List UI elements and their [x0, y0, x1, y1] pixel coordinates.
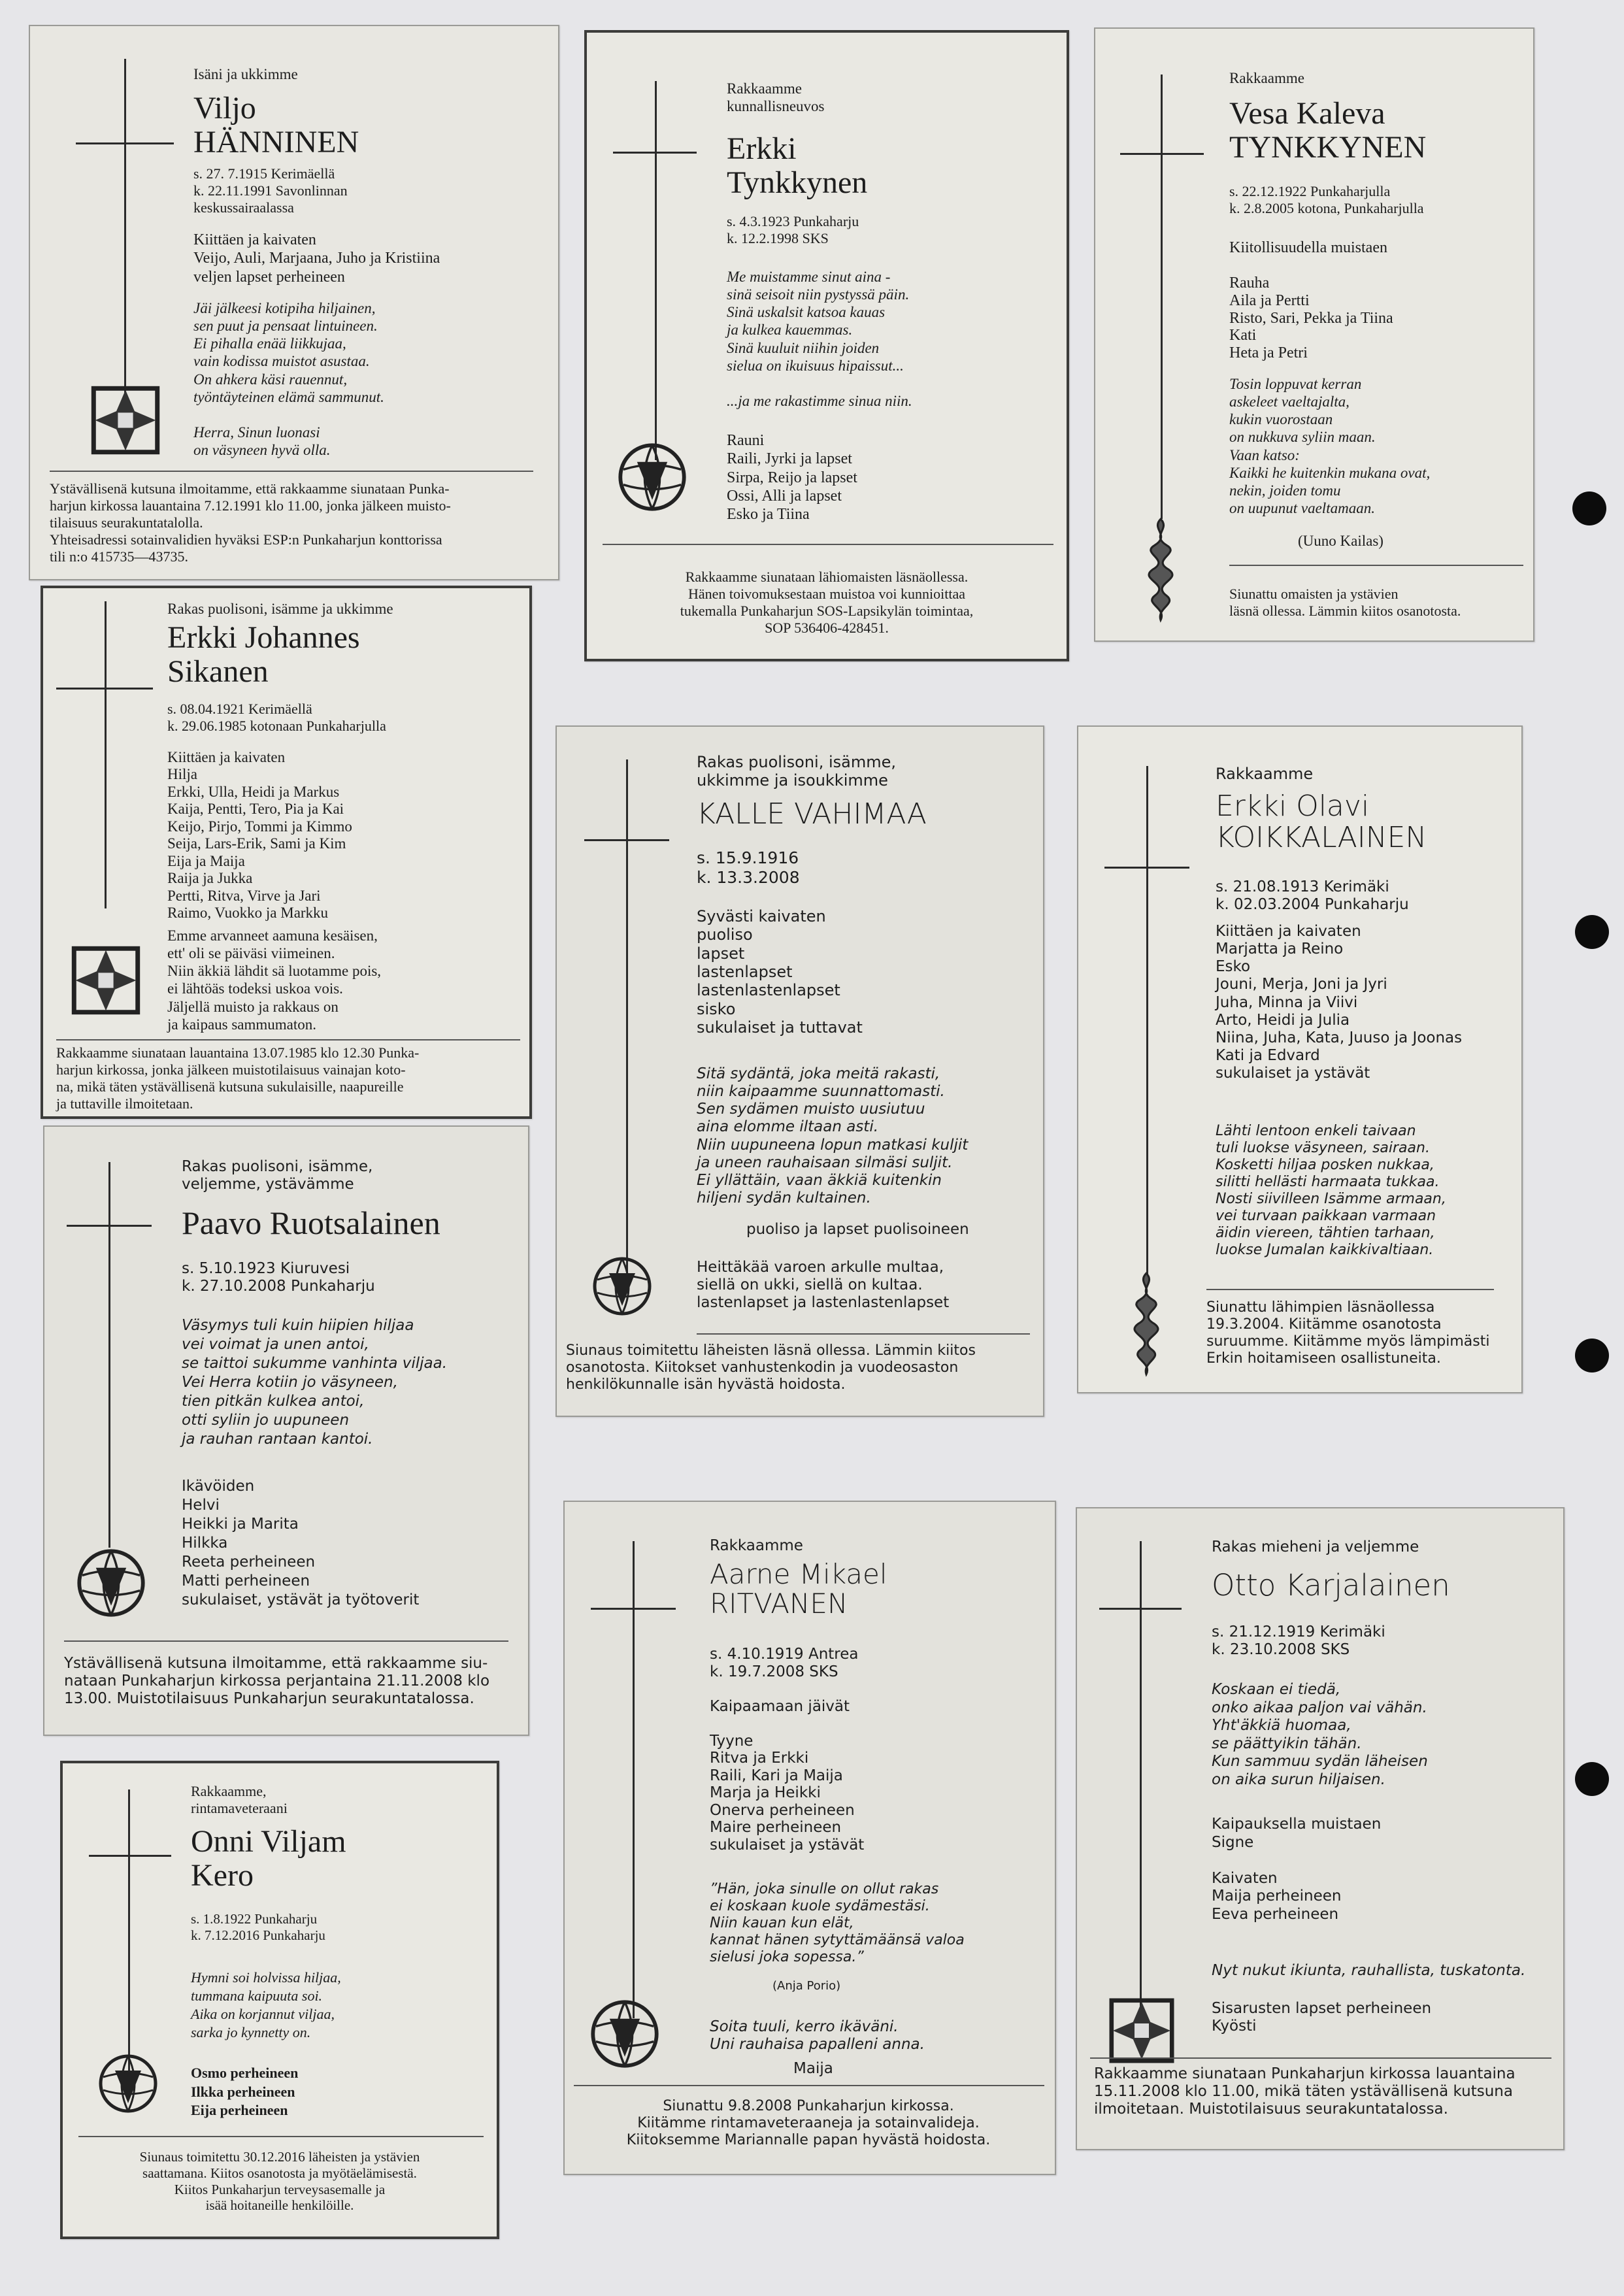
obituary-paavo-ruotsalainen — [43, 1125, 529, 1736]
punch-hole — [1575, 1762, 1609, 1796]
obituary-kalle-vahimaa — [555, 725, 1044, 1417]
funeral-notice: Ystävällisenä kutsuna ilmoitamme, että rakkaamme siu- nataan Punkaharjun kirkossa perjantaina 21.11.2008 klo 13.00. Muistotilaisuus Punkaharjun seurakuntatalossa. — [64, 1655, 490, 1708]
divider — [78, 2136, 484, 2137]
verse-signature: puoliso ja lapset puolisoineen — [746, 1221, 969, 1238]
funeral-notice: Siunattu omaisten ja ystävien läsnä ollessa. Lämmin kiitos osanotosta. — [1229, 586, 1461, 619]
verse-author: (Anja Porio) — [772, 1979, 841, 1993]
mourners-list: Kaipauksella muistaen Signe Kaivaten Maija perheineen Eeva perheineen — [1212, 1816, 1382, 1923]
birth-death-dates: s. 1.8.1922 Punkaharju k. 7.12.2016 Punkaharju — [191, 1911, 325, 1943]
cross-emblem-icon — [88, 382, 163, 461]
intro-line: Rakas puolisoni, isämme ja ukkimme — [167, 601, 393, 617]
deceased-name: KALLE VAHIMAA — [697, 797, 927, 831]
cross-emblem-icon — [68, 942, 144, 1022]
intro-line: Rakas puolisoni, isämme, veljemme, ystävämme — [182, 1158, 373, 1193]
obituary-erkki-koikkalainen — [1077, 725, 1523, 1393]
mourners-list: Rauni Raili, Jyrki ja lapset Sirpa, Reijo ja lapset Ossi, Alli ja lapset Esko ja Tiina — [727, 432, 857, 524]
funeral-notice: Siunattu 9.8.2008 Punkaharjun kirkossa. Kiitämme rintamaveteraaneja ja sotainvalideja. Kiitoksemme Mariannalle papan hyvästä hoidosta. — [626, 2098, 991, 2148]
divider — [56, 1039, 520, 1040]
oak-leaf-icon — [1115, 1269, 1178, 1384]
birth-death-dates: s. 15.9.1916 k. 13.3.2008 — [697, 848, 800, 887]
memorial-verse: Väsymys tuli kuin hiipien hiljaa vei voimat ja unen antoi, se taittoi sukumme vanhinta viljaa. Vei Herra kotiin jo väsyneen, tien pitkän kulkea antoi, otti syliin jo uupuneen ja rauhan rantaan kantoi. — [182, 1317, 448, 1448]
birth-death-dates: s. 21.12.1919 Kerimäki k. 23.10.2008 SKS — [1212, 1623, 1385, 1659]
intro-line: Isäni ja ukkimme — [193, 66, 298, 82]
memorial-verse: Koskaan ei tiedä, onko aikaa paljon vai vähän. Yht'äkkiä huomaa, se päättyikin tähän. Kun sammuu sydän läheisen on aika surun hiljaisen. — [1212, 1681, 1428, 1788]
punch-hole — [1575, 1339, 1609, 1373]
funeral-notice: Siunaus toimitettu 30.12.2016 läheisten ja ystävien saattamana. Kiitos osanotosta ja myötäelämisestä. Kiitos Punkaharjun terveysasemalle ja isää hoitaneille henkilöille. — [139, 2149, 420, 2214]
mourners-list: Kaipaamaan jäivät Tyyne Ritva ja Erkki Raili, Kari ja Maija Marja ja Heikki Onerva perheineen Maire perheineen sukulaiset ja ystävät — [710, 1698, 865, 1854]
punch-hole — [1572, 491, 1606, 525]
memorial-verse: Tosin loppuvat kerran askeleet vaeltajalta, kukin vuorostaan on nukkuva syliin maan. Vaan katso: Kaikki he kuitenkin mukana ovat, nekin, joiden tomu on uupunut vaeltamaan. — [1229, 376, 1431, 516]
mourners-list: Kiitollisuudella muistaen Rauha Aila ja Pertti Risto, Sari, Pekka ja Tiina Kati Heta ja Petri — [1229, 239, 1393, 362]
birth-death-dates: s. 21.08.1913 Kerimäki k. 02.03.2004 Punkaharju — [1216, 878, 1409, 914]
memorial-verse: Hymni soi holvissa hiljaa, tummana kaipuuta soi. Aika on korjannut viljaa, sarka jo kynnetty on. — [191, 1969, 341, 2041]
globe-emblem-icon — [614, 439, 690, 518]
memorial-verse: Jäi jälkeesi kotipiha hiljainen, sen puut ja pensaat lintuineen. Ei pihalla enää liikkujaa, vain kodissa muistot asustaa. On ahkera käsi rauennut, työntäyteinen elämä sammunut. Herra, Sinun luonasi on väsyneen hyvä olla. — [193, 300, 384, 458]
closing-verse: Soita tuuli, kerro ikäväni. Uni rauhaisa papalleni anna. — [710, 2018, 925, 2054]
intro-line: Rakkaamme — [710, 1537, 803, 1554]
globe-emblem-icon — [587, 1996, 663, 2075]
nieces-nephews: Sisarusten lapset perheineen Kyösti — [1212, 2000, 1432, 2035]
birth-death-dates: s. 4.10.1919 Antrea k. 19.7.2008 SKS — [710, 1646, 859, 1681]
funeral-notice: Rakkaamme siunataan lauantaina 13.07.1985 klo 12.30 Punka- harjun kirkossa, jonka jälkeen muistotilaisuus vainajan koto- na, mikä täten ystävällisenä kutsuna sukulaisille, naapureille ja tuttaville ilmoitetaan. — [56, 1044, 420, 1112]
divider — [1090, 2057, 1551, 2059]
divider — [64, 1640, 508, 1642]
funeral-notice: Rakkaamme siunataan Punkaharjun kirkossa lauantaina 15.11.2008 klo 11.00, mikä täten ystävällisenä kutsuna ilmoitetaan. Muistotilaisuus seurakuntatalossa. — [1094, 2065, 1516, 2118]
intro-line: Rakkaamme — [1229, 70, 1304, 86]
mourners-list: Osmo perheineen Ilkka perheineen Eija perheineen — [191, 2065, 299, 2119]
obituary-erkki-tynkkynen — [584, 30, 1069, 661]
globe-emblem-icon — [73, 1545, 149, 1624]
verse-signature: Maija — [793, 2060, 833, 2077]
intro-line: Rakas puolisoni, isämme, ukkimme ja isoukkimme — [697, 753, 896, 790]
deceased-name: Otto Karjalainen — [1212, 1568, 1450, 1603]
intro-line: Rakkaamme — [1216, 765, 1314, 783]
globe-emblem-icon — [589, 1254, 655, 1322]
memorial-verse: Sitä sydäntä, joka meitä rakasti, niin kaipaamme suunnattomasti. Sen sydämen muisto uusiutuu aina elomme iltaan asti. Niin uupuneena lopun matkasi kuljit ja uneen rauhaisaan silmäsi suljit. Ei yllättäin, vaan äkkiä kuitenkin hiljeni sydän kultainen. — [697, 1065, 969, 1206]
deceased-name: Erkki Johannes Sikanen — [167, 620, 360, 689]
mourners-list: Ikävöiden Helvi Heikki ja Marita Hilkka Reeta perheineen Matti perheineen sukulaiset, ystävät ja työtoverit — [182, 1478, 420, 1608]
birth-death-dates: s. 22.12.1922 Punkaharjulla k. 2.8.2005 kotona, Punkaharjulla — [1229, 183, 1424, 216]
obituary-vesa-tynkkynen — [1094, 27, 1534, 642]
divider — [603, 544, 1053, 545]
memorial-verse: Emme arvanneet aamuna kesäisen, ett' oli se päiväsi viimeinen. Niin äkkiä lähdit sä luotamme pois, ei lähtöäs todeksi uskoa vois. Jäljellä muisto ja rakkaus on ja kaipaus sammumaton. — [167, 927, 382, 1033]
memorial-verse: Me muistamme sinut aina - sinä seisoit niin pystyssä päin. Sinä uskalsit katsoa kauas ja kulkea kauemmas. Sinä kuuluit niihin joiden sielua on ikuisuus hipaissut... ...ja me rakastimme sinua niin. — [727, 269, 912, 409]
birth-death-dates: s. 08.04.1921 Kerimäellä k. 29.06.1985 kotonaan Punkaharjulla — [167, 701, 386, 734]
funeral-notice: Rakkaamme siunataan lähiomaisten läsnäollessa. Hänen toivomuksestaan muistoa voi kunnioittaa tukemalla Punkaharjun SOS-Lapsikylän toimintaa, SOP 536406-428451. — [680, 569, 974, 636]
obituary-otto-karjalainen — [1076, 1507, 1565, 2150]
punch-hole — [1575, 915, 1609, 949]
divider — [1206, 1289, 1494, 1290]
mourners-list: Syvästi kaivaten puoliso lapset lastenlapset lastenlastenlapset sisko sukulaiset ja tuttavat — [697, 907, 863, 1037]
obituary-onni-kero — [60, 1761, 499, 2239]
obituary-viljo-hanninen — [29, 25, 559, 580]
verse-author: (Uuno Kailas) — [1298, 533, 1384, 549]
mourners-list: Kiittäen ja kaivaten Marjatta ja Reino Esko Jouni, Merja, Joni ja Jyri Juha, Minna ja Viivi Arto, Heidi ja Julia Niina, Juha, Kata, Juuso ja Joonas Kati ja Edvard sukulaiset ja ystävät — [1216, 923, 1463, 1082]
divider — [697, 1333, 1030, 1335]
deceased-name: Erkki Tynkkynen — [727, 131, 868, 200]
divider — [50, 471, 533, 472]
deceased-name: Paavo Ruotsalainen — [182, 1205, 440, 1241]
globe-emblem-icon — [95, 2051, 161, 2120]
intro-line: Rakas mieheni ja veljemme — [1212, 1539, 1419, 1556]
mourners-list: Kiittäen ja kaivaten Hilja Erkki, Ulla, Heidi ja Markus Kaija, Pentti, Tero, Pia ja Kai Keijo, Pirjo, Tommi ja Kimmo Seija, Lars-Erik, Sami ja Kim Eija ja Maija Raija ja Jukka Pertti, Ritva, Virve ja Jari Raimo, Vuokko ja Markku — [167, 749, 352, 921]
birth-death-dates: s. 4.3.1923 Punkaharju k. 12.2.1998 SKS — [727, 213, 859, 246]
mourners-list: Kiittäen ja kaivaten Veijo, Auli, Marjaana, Juho ja Kristiina veljen lapset perheineen — [193, 231, 440, 286]
memorial-verse: Lähti lentoon enkeli taivaan tuli luokse väsyneen, sairaan. Kosketti hiljaa posken nukkaa, silitti hellästi harmaata tukkaa. Nosti siivilleen Isämme armaan, vei turvaan paikkaan varmaan äidin viereen, tähtien tarhaan, luokse Jumalan kaikkivaltiaan. — [1216, 1123, 1446, 1258]
obituary-erkki-sikanen — [41, 586, 532, 1119]
closing-verse: Nyt nukut ikiunta, rauhallista, tuskatonta. — [1212, 1962, 1526, 1979]
obituary-aarne-ritvanen — [563, 1501, 1056, 2175]
funeral-notice: Siunattu lähimpien läsnäollessa 19.3.2004. Kiitämme osanotosta suruumme. Kiitämme myös lämpimästi Erkin hoitamiseen osallistuneita. — [1206, 1299, 1490, 1367]
deceased-name: Erkki Olavi KOIKKALAINEN — [1216, 790, 1427, 854]
funeral-notice: Siunaus toimitettu läheisten läsnä ollessa. Lämmin kiitos osanotosta. Kiitokset vanhustenkodin ja vuodeosaston henkilökunnalle isän hyvästä hoidosta. — [566, 1342, 976, 1393]
oak-leaf-icon — [1129, 515, 1192, 629]
funeral-notice: Ystävällisenä kutsuna ilmoitamme, että rakkaamme siunataan Punka- harjun kirkossa lauantaina 7.12.1991 klo 11.00, jonka jälkeen muisto- tilaisuus seurakuntatalolla. Yhteisadressi sotainvalidien hyväksi ESP:n Punkaharjun konttorissa tili n:o 415735—43735. — [50, 480, 451, 565]
deceased-name: Aarne Mikael RITVANEN — [710, 1558, 887, 1620]
deceased-name: Vesa Kaleva TYNKKYNEN — [1229, 96, 1427, 165]
birth-death-dates: s. 5.10.1923 Kiuruvesi k. 27.10.2008 Punkaharju — [182, 1260, 375, 1295]
birth-death-dates: s. 27. 7.1915 Kerimäellä k. 22.11.1991 Savonlinnan keskussairaalassa — [193, 165, 348, 216]
intro-line: Rakkaamme, rintamaveteraani — [191, 1783, 288, 1816]
deceased-name: Viljo HÄNNINEN — [193, 91, 359, 159]
deceased-name: Onni Viljam Kero — [191, 1824, 346, 1893]
divider — [1229, 565, 1523, 566]
grandchildren-greeting: Heittäkää varoen arkulle multaa, siellä on ukki, siellä on kultaa. lastenlapset ja lastenlastenlapset — [697, 1259, 950, 1312]
divider — [574, 2085, 1044, 2086]
intro-line: Rakkaamme kunnallisneuvos — [727, 80, 825, 115]
memorial-verse: ”Hän, joka sinulle on ollut rakas ei koskaan kuole sydämestäsi. Niin kauan kun elät, kannat hänen sytyttämäänsä valoa sielusi joka sopessa.” — [710, 1881, 965, 1965]
